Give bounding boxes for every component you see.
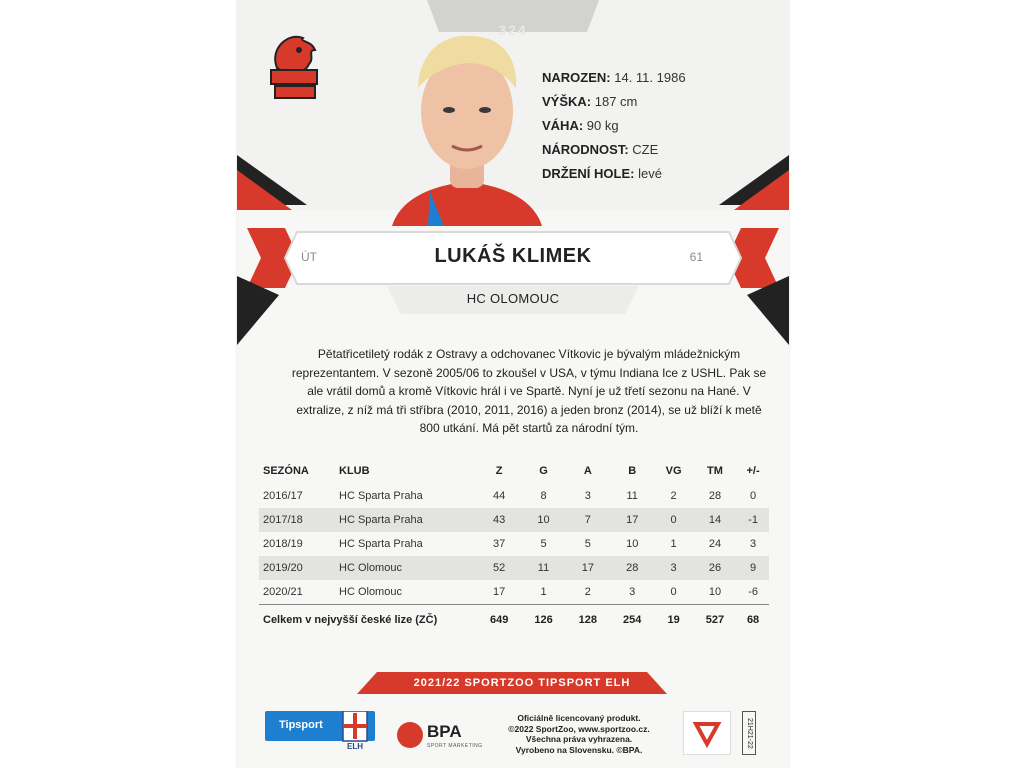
totals-label: Celkem v nejvyšší české lize (ZČ) xyxy=(259,605,477,636)
table-row: 2017/18 HC Sparta Praha 43 10 7 17 0 14 -1 xyxy=(259,508,769,532)
bpa-label: BPA xyxy=(427,722,462,741)
bio-birthdate: NAROZEN: 14. 11. 1986 xyxy=(542,70,686,85)
rooster-logo xyxy=(259,28,329,108)
player-bio xyxy=(542,66,686,186)
stats-header-row xyxy=(259,458,769,484)
stats-table xyxy=(259,458,769,635)
bpa-subtitle: SPORT MARKETING xyxy=(427,743,483,749)
bio-nationality: NÁRODNOST: CZE xyxy=(542,142,659,157)
elh-logo xyxy=(341,711,369,759)
col-season: SEZÓNA xyxy=(263,465,309,477)
team-name: HC OLOMOUC xyxy=(466,291,560,306)
player-position: ÚT xyxy=(301,250,317,264)
table-row: 2019/20 HC Olomouc 52 11 17 28 3 26 9 xyxy=(259,556,769,580)
col-games: Z xyxy=(495,465,503,477)
totals-row: Celkem v nejvyšší české lize (ZČ) 649 126 128 254 19 527 68 xyxy=(259,605,769,636)
bpa-logo xyxy=(397,722,423,748)
bio-handedness: DRŽENÍ HOLE: levé xyxy=(542,166,662,181)
tipsport-label: Tipsport xyxy=(279,719,323,731)
card-code: 21H21-22 xyxy=(742,711,756,755)
bio-weight: VÁHA: 90 kg xyxy=(542,118,619,133)
trading-card xyxy=(237,0,789,768)
col-pim: TM xyxy=(707,465,723,477)
col-plusminus: +/- xyxy=(746,465,760,477)
jersey-number: 61 xyxy=(689,250,703,264)
table-row: 2016/17 HC Sparta Praha 44 8 3 11 2 28 0 xyxy=(263,490,757,502)
elh-label: ELH xyxy=(347,742,363,751)
name-banner xyxy=(237,243,789,273)
card-number: 324 xyxy=(498,22,528,38)
bio-height: VÝŠKA: 187 cm xyxy=(542,94,638,109)
player-name: LUKÁŠ KLIMEK xyxy=(434,245,592,267)
table-row: 2018/19 HC Sparta Praha 37 5 5 10 1 24 3 xyxy=(263,538,757,550)
col-points: B xyxy=(628,465,637,477)
col-club: KLUB xyxy=(339,465,370,477)
player-description: Pětatřicetiletý rodák z Ostravy a odchovanec Vítkovic je bývalým mládežnickým reprezentantem. V sezoně 2005/06 to zkoušel v USA, v týmu Indiana Ice z USHL. Pak se ale vrátil domů a kromě Vítkovic hrál i ve Spartě. Nyní je už třetí sezonu na Hané. V extralize, z níž má tři stříbra (2010, 2011, 2016) a jeden bronz (2014), se už blíží k metě 800 utkání. Má pět startů za národní tým. xyxy=(291,347,767,435)
col-gwg: VG xyxy=(665,465,682,477)
col-goals: G xyxy=(539,465,548,477)
col-assists: A xyxy=(583,465,592,477)
sportzoo-logo xyxy=(683,711,731,755)
legal-text: Oficiálně licencovaný produkt. ©2022 SportZoo, www.sportzoo.cz. Všechna práva vyhrazena. Vyrobeno na Slovensku. ©BPA. xyxy=(508,713,650,755)
series-banner: 2021/22 SPORTZOO TIPSPORT ELH xyxy=(413,677,631,689)
table-row: 2020/21 HC Olomouc 17 1 2 3 0 10 -6 xyxy=(263,586,758,598)
